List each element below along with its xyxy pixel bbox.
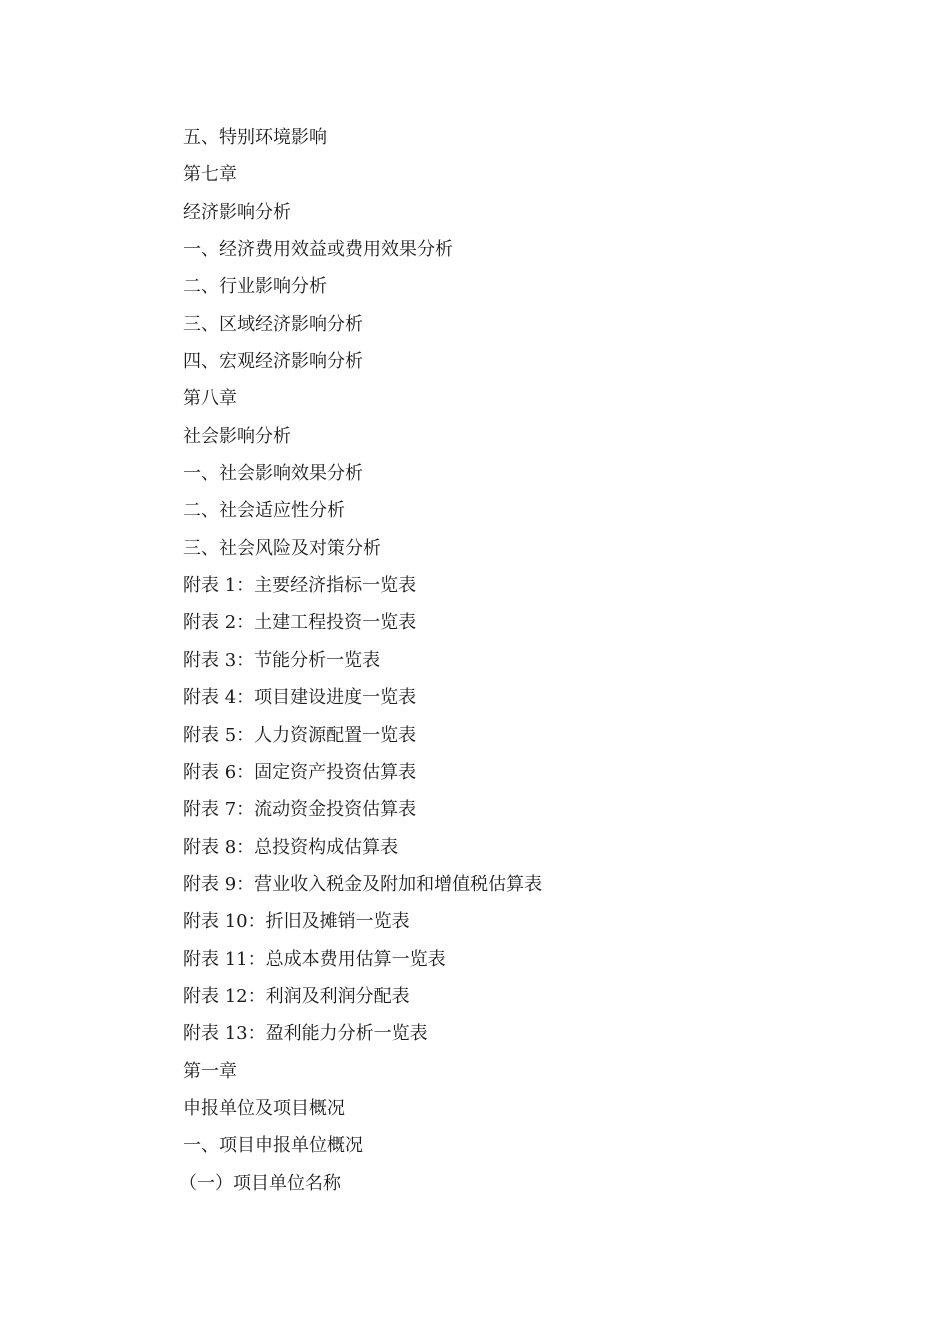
toc-line-appendix-10: 附表 10：折旧及摊销一览表 <box>183 911 410 933</box>
toc-line-special-environment-impact: 五、特别环境影响 <box>183 127 327 148</box>
toc-line-social-impact-analysis: 社会影响分析 <box>183 425 291 447</box>
toc-line-appendix-7: 附表 7：流动资金投资估算表 <box>183 799 417 821</box>
toc-line-regional-economic-impact: 三、区域经济影响分析 <box>183 313 363 335</box>
toc-line-economic-impact-analysis: 经济影响分析 <box>183 201 291 223</box>
toc-line-chapter-8: 第八章 <box>183 388 237 410</box>
toc-line-appendix-5: 附表 5：人力资源配置一览表 <box>183 724 417 746</box>
toc-line-appendix-6: 附表 6：固定资产投资估算表 <box>183 761 417 783</box>
toc-line-social-impact-effect: 一、社会影响效果分析 <box>183 463 363 485</box>
toc-line-appendix-12: 附表 12：利润及利润分配表 <box>183 985 410 1007</box>
toc-line-applicant-and-project-overview: 申报单位及项目概况 <box>183 1097 345 1119</box>
toc-line-project-unit-name: （一）项目单位名称 <box>179 1172 341 1194</box>
toc-line-industry-impact: 二、行业影响分析 <box>183 276 327 298</box>
toc-line-appendix-3: 附表 3：节能分析一览表 <box>183 649 381 671</box>
toc-line-appendix-13: 附表 13：盈利能力分析一览表 <box>183 1023 428 1045</box>
toc-line-appendix-8: 附表 8：总投资构成估算表 <box>183 836 399 858</box>
toc-line-chapter-1: 第一章 <box>183 1060 237 1082</box>
toc-line-applicant-overview: 一、项目申报单位概况 <box>183 1135 363 1157</box>
toc-line-social-adaptability: 二、社会适应性分析 <box>183 500 345 522</box>
toc-line-chapter-7: 第七章 <box>183 164 237 186</box>
toc-line-appendix-2: 附表 2：土建工程投资一览表 <box>183 612 417 634</box>
toc-line-appendix-9: 附表 9：营业收入税金及附加和增值税估算表 <box>183 873 543 895</box>
toc-line-appendix-4: 附表 4：项目建设进度一览表 <box>183 687 417 709</box>
table-of-contents <box>179 119 543 1202</box>
toc-line-social-risk: 三、社会风险及对策分析 <box>183 537 381 559</box>
toc-line-macro-economic-impact: 四、宏观经济影响分析 <box>183 351 363 373</box>
toc-line-appendix-11: 附表 11：总成本费用估算一览表 <box>183 948 446 970</box>
toc-line-cost-benefit-analysis: 一、经济费用效益或费用效果分析 <box>183 239 453 261</box>
toc-line-appendix-1: 附表 1：主要经济指标一览表 <box>183 575 417 597</box>
